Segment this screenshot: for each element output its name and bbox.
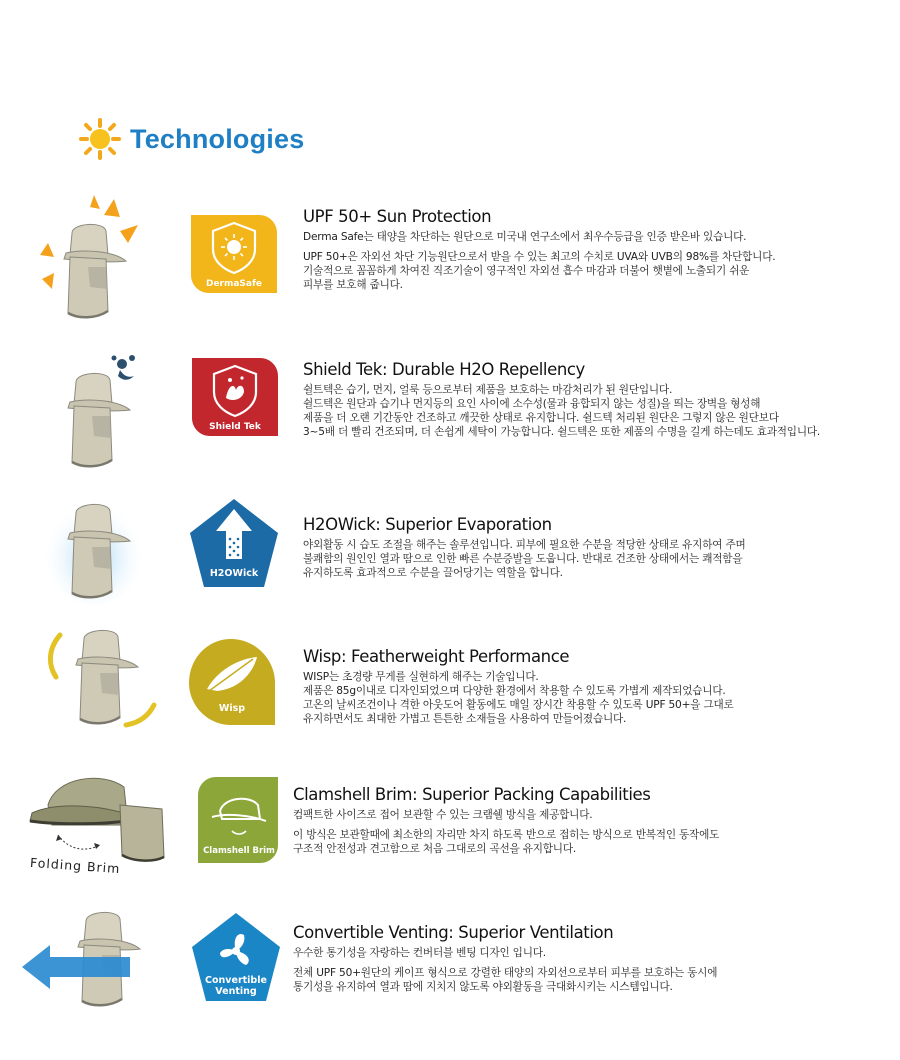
tech-row-wisp xyxy=(0,625,900,745)
badge-label: Shield Tek xyxy=(209,422,261,432)
tech-paragraph-block xyxy=(293,828,719,856)
tech-line: 제품을 더 오랜 기간동안 건조하고 깨끗한 상태로 유지합니다. 쉴드텍 처리된 원단은 그렇지 않은 원단보다 xyxy=(303,412,779,424)
tech-paragraph: 컴팩트한 사이즈로 접어 보관할 수 있는 크램쉘 방식을 제공합니다. xyxy=(293,809,593,821)
tech-title: Wisp: Featherweight Performance xyxy=(303,647,570,666)
wisp-badge xyxy=(187,637,277,727)
tech-line: WISP는 초경량 무게를 실현하게 해주는 기술입니다. xyxy=(303,671,539,683)
tech-line: 불쾌함의 원인인 열과 땀으로 인한 빠른 수분증발을 도웁니다. 반대로 건조한 상태에서는 쾌적함을 xyxy=(303,553,743,565)
tech-line: 피부를 보호해 줍니다. xyxy=(303,279,403,291)
tech-line: 제품은 85g이내로 디자인되었으며 다양한 환경에서 착용할 수 있도록 가볍게 제작되었습니다. xyxy=(303,685,726,697)
tech-paragraph-block xyxy=(293,966,717,994)
tech-title: Clamshell Brim: Superior Packing Capabilities xyxy=(293,785,651,804)
clamshell-badge xyxy=(196,775,282,865)
h2owick-badge xyxy=(186,495,282,591)
tech-paragraph: 우수한 통기성을 자랑하는 컨버터블 벤팅 디자인 입니다. xyxy=(293,947,546,959)
badge-label-line2: Venting xyxy=(215,986,257,997)
dermasafe-badge xyxy=(189,213,279,295)
tech-row-clamshell xyxy=(0,765,900,895)
tech-paragraph-block xyxy=(303,670,734,726)
tech-row-convertible xyxy=(0,905,900,1035)
tech-line: 쉴드텍은 원단과 습기나 먼지등의 요인 사이에 소수성(물과 융합되지 않는 성질)을 띄는 장벽을 형성해 xyxy=(303,398,761,410)
badge-label: DermaSafe xyxy=(205,279,263,289)
tech-line: 쉴트텍은 습기, 먼지, 얼룩 등으로부터 제품을 보호하는 마감처리가 된 원단입니다. xyxy=(303,384,673,396)
product-hat-sun-image xyxy=(34,195,144,325)
tech-title: Shield Tek: Durable H2O Repellency xyxy=(303,360,585,379)
tech-title: UPF 50+ Sun Protection xyxy=(303,207,492,226)
tech-line: UPF 50+은 자외선 차단 기능원단으로서 받을 수 있는 최고의 수치로 UVA와 UVB의 98%를 차단합니다. xyxy=(303,251,776,263)
shieldtek-badge xyxy=(190,356,280,438)
product-hat-folded-image xyxy=(28,765,168,865)
badge-label: Clamshell Brim xyxy=(203,846,275,856)
tech-description xyxy=(303,647,734,726)
tech-paragraph-block xyxy=(303,250,775,292)
folding-brim-caption: Folding Brim xyxy=(29,854,121,877)
tech-description xyxy=(303,207,775,292)
tech-paragraph: Derma Safe는 태양을 차단하는 원단으로 미국내 연구소에서 최우수등급을 인증 받은바 있습니다. xyxy=(303,231,747,243)
tech-line: 고온의 날씨조건이나 격한 아웃도어 활동에도 매일 장시간 착용할 수 있도록 UPF 50+을 그대로 xyxy=(303,699,734,711)
tech-title: H2OWick: Superior Evaporation xyxy=(303,515,552,534)
tech-paragraph-block xyxy=(303,383,820,439)
sun-icon xyxy=(78,117,122,161)
tech-row-shieldtek xyxy=(0,350,900,470)
product-hat-wisp-image xyxy=(40,625,164,735)
tech-line: 유지하도록 효과적으로 수분을 끌어당기는 역할을 합니다. xyxy=(303,567,563,579)
tech-description xyxy=(293,923,717,994)
convertible-venting-badge xyxy=(188,909,284,1005)
tech-row-upf xyxy=(0,195,900,335)
tech-description xyxy=(303,360,820,439)
tech-title: Convertible Venting: Superior Ventilation xyxy=(293,923,614,942)
tech-paragraph-block xyxy=(303,538,746,580)
product-hat-wick-image xyxy=(44,495,154,605)
page-title: Technologies xyxy=(130,123,305,154)
tech-line: 3~5배 더 빨리 건조되며, 더 손쉽게 세탁이 가능합니다. 쉴드텍은 또한 제품의 수명을 길게 하는데도 효과적입니다. xyxy=(303,426,821,438)
tech-line: 구조적 안전성과 견고함으로 처음 그대로의 곡선을 유지합니다. xyxy=(293,843,577,855)
product-hat-water-image xyxy=(40,350,150,470)
tech-line: 야외활동 시 습도 조절을 해주는 솔루션입니다. 피부에 필요한 수분을 적당한 상태로 유지하여 주며 xyxy=(303,539,746,551)
tech-line: 이 방식은 보관할때에 최소한의 자리만 차지 하도록 반으로 접히는 방식으로 반복적인 동작에도 xyxy=(293,829,720,841)
badge-label: H2OWick xyxy=(209,568,259,579)
product-hat-vent-image xyxy=(20,905,160,1015)
tech-line: 기술적으로 꼼꼼하게 차여진 직조기술이 영구적인 자외선 흡수 마감과 더불어 햇볕에 노출되기 쉬운 xyxy=(303,265,750,277)
badge-label: Convertible xyxy=(205,975,267,986)
tech-line: 전체 UPF 50+원단의 케이프 형식으로 강렬한 태양의 자외선으로부터 피부를 보호하는 동시에 xyxy=(293,967,718,979)
tech-row-h2owick xyxy=(0,495,900,610)
tech-description xyxy=(293,785,719,856)
section-header xyxy=(78,117,304,161)
tech-line: 통기성을 유지하여 열과 땀에 지치지 않도록 야외활동을 극대화시키는 시스템입니다. xyxy=(293,981,673,993)
tech-description xyxy=(303,515,746,580)
badge-label: Wisp xyxy=(218,703,246,714)
tech-line: 유지하면서도 최대한 가볍고 튼튼한 소재들을 사용하여 만들어졌습니다. xyxy=(303,713,627,725)
